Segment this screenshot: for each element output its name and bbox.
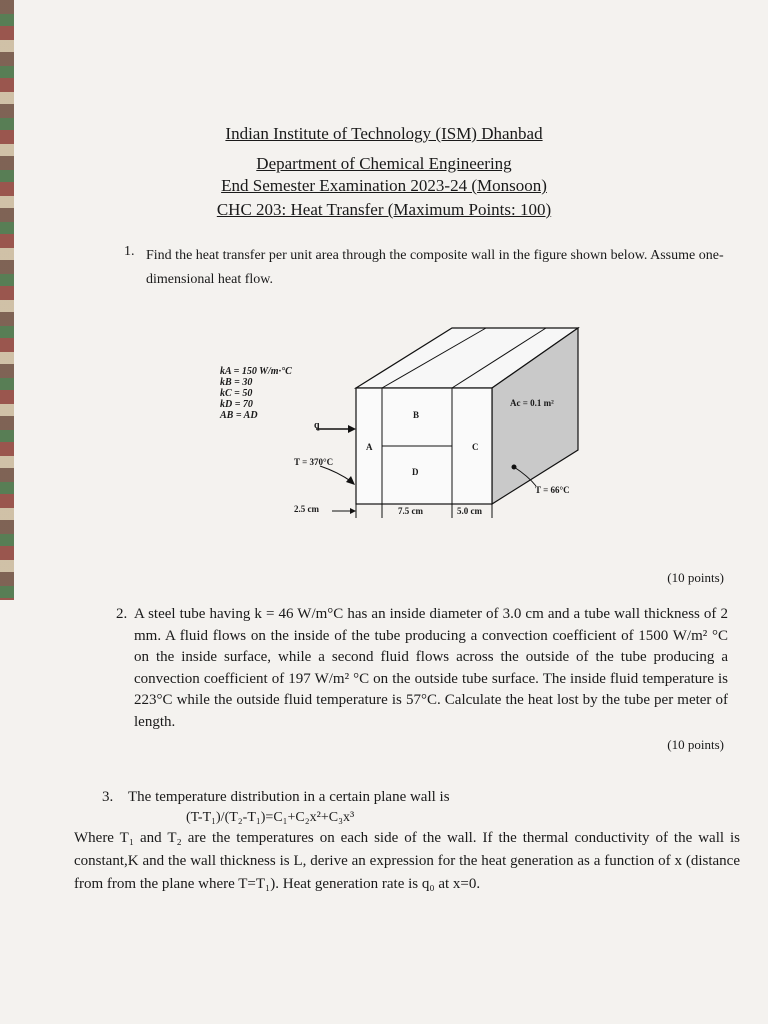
q1-points: (10 points) [667,570,724,585]
background-fabric [0,0,14,600]
label-area: Ac = 0.1 m² [510,398,554,408]
composite-wall-figure [210,320,590,530]
exam-title: End Semester Examination 2023-24 (Monsoon) [221,176,547,195]
temperature-equation: (T-T₁)/(T₂-T₁)=C₁+C₂x²+C₃x³ [186,810,355,825]
label-dim-c: 5.0 cm [457,506,482,516]
institute-name: Indian Institute of Technology (ISM) Dhanbad [225,124,543,143]
question-text: Find the heat transfer per unit area through the composite wall in the figure shown below. Assume one-dimensional heat flow. [146,248,724,287]
question-number: 3. [102,789,114,805]
q2-points: (10 points) [667,737,724,752]
prop-kb: kB = 30 [220,377,253,388]
question-number: 2. [116,606,128,622]
label-c: C [472,442,479,452]
department-name: Department of Chemical Engineering [256,154,512,173]
label-d: D [412,467,419,477]
label-t-left: T = 370°C [294,457,334,467]
question-text: A steel tube having k = 46 W/m°C has an inside diameter of 3.0 cm and a tube wall thickness of 2 mm. A fluid flows on the inside of the tube producing a convection coefficient of 1500 W/m² °C on the inside surface, while a second fluid flows across the outside of the tube producing a convection coefficient of 197 W/m² °C on the outside tube surface. The inside fluid temperature is 223°C while the outside fluid temperature is 57°C. Calculate the heat lost by the tube per meter of length. [134,606,728,730]
prop-kc: kC = 50 [220,388,253,399]
prop-kd: kD = 70 [220,399,253,410]
label-q: q [314,420,320,431]
label-dim-b: 7.5 cm [398,506,423,516]
question-number: 1. [124,244,135,259]
label-dim-a: 2.5 cm [294,504,319,514]
prop-ka: kA = 150 W/m·°C [220,366,292,377]
prop-area: AB = AD [220,410,258,421]
label-b: B [413,410,420,420]
label-t-right: T = 66°C [535,485,570,495]
label-a: A [366,442,373,452]
course-title: CHC 203: Heat Transfer (Maximum Points: 100) [216,200,552,219]
question-title: The temperature distribution in a certain plane wall is [128,789,450,805]
question-text: Where T₁ and T₂ are the temperatures on each side of the wall. If the thermal conductivity of the wall is constant,K and the wall thickness is L, derive an expression for the heat generation as a function of x (distance from from the plane where T=T₁). Heat generation rate is q₀ at x=0. [74,830,740,892]
